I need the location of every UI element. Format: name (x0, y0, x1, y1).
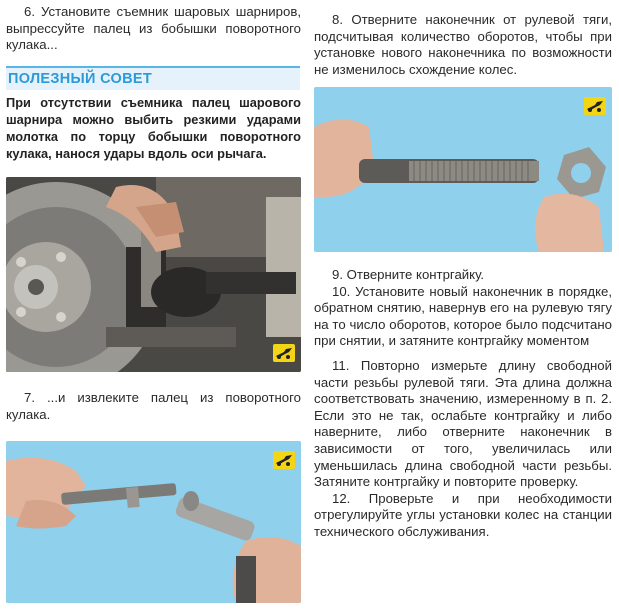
tool-badge-icon (584, 97, 606, 115)
step-11: 11. Повторно измерьте длину свободной части резьбы рулевой тяги. Эта длина должна соответствовать значению, измеренному в п. 2. Если это не так, ослабьте контргайку и либо наверните, либо отверните наконечник в зависимости от того, увеличилась или уменьшилась длина свободной части резьбы. Затяните контргайку и повторите проверку. (314, 357, 612, 490)
step-12: 12. Проверьте и при необходимости отрегулируйте углы установки колес на станции технического обслуживания. (314, 490, 612, 539)
step-9: 9. Отверните контргайку. (332, 267, 485, 282)
tie-rod-illustration (314, 87, 612, 252)
ball-joint-photo (6, 177, 301, 372)
tip-title: ПОЛЕЗНЫЙ СОВЕТ (8, 71, 152, 87)
tip-text: При отсутствии съемника палец шарового шарнира можно выбить резкими ударами молотка по торцу бобышки поворотного кулака, нанося удары вдоль оси рычага. (6, 95, 301, 161)
tip-header (6, 66, 300, 90)
step-6: 6. Установите съемник шаровых шарниров, выпрессуйте палец из бобышки поворотного кулака... (6, 4, 301, 53)
step-8-text (314, 12, 612, 78)
step-7-text (6, 390, 301, 423)
tool-badge-icon (273, 451, 295, 469)
removed-pin-photo (6, 441, 301, 603)
step-6-text (6, 4, 301, 54)
ball-joint-illustration (6, 177, 301, 372)
right-steps-text (314, 267, 612, 541)
step-8: 8. Отверните наконечник от рулевой тяги, подсчитывая количество оборотов, чтобы при установке нового наконечника по возможности не изменилось схождение колес. (314, 12, 612, 77)
removed-pin-illustration (6, 441, 301, 603)
tie-rod-photo (314, 87, 612, 252)
step-7: 7. ...и извлеките палец из поворотного кулака. (6, 390, 301, 422)
step-10: 10. Установите новый наконечник в порядке, обратном снятию, навернув его на рулевую тягу на то число оборотов, которое было подсчитано при снятии, и затяните контргайку моментом (314, 283, 612, 349)
tool-badge-icon (273, 344, 295, 362)
